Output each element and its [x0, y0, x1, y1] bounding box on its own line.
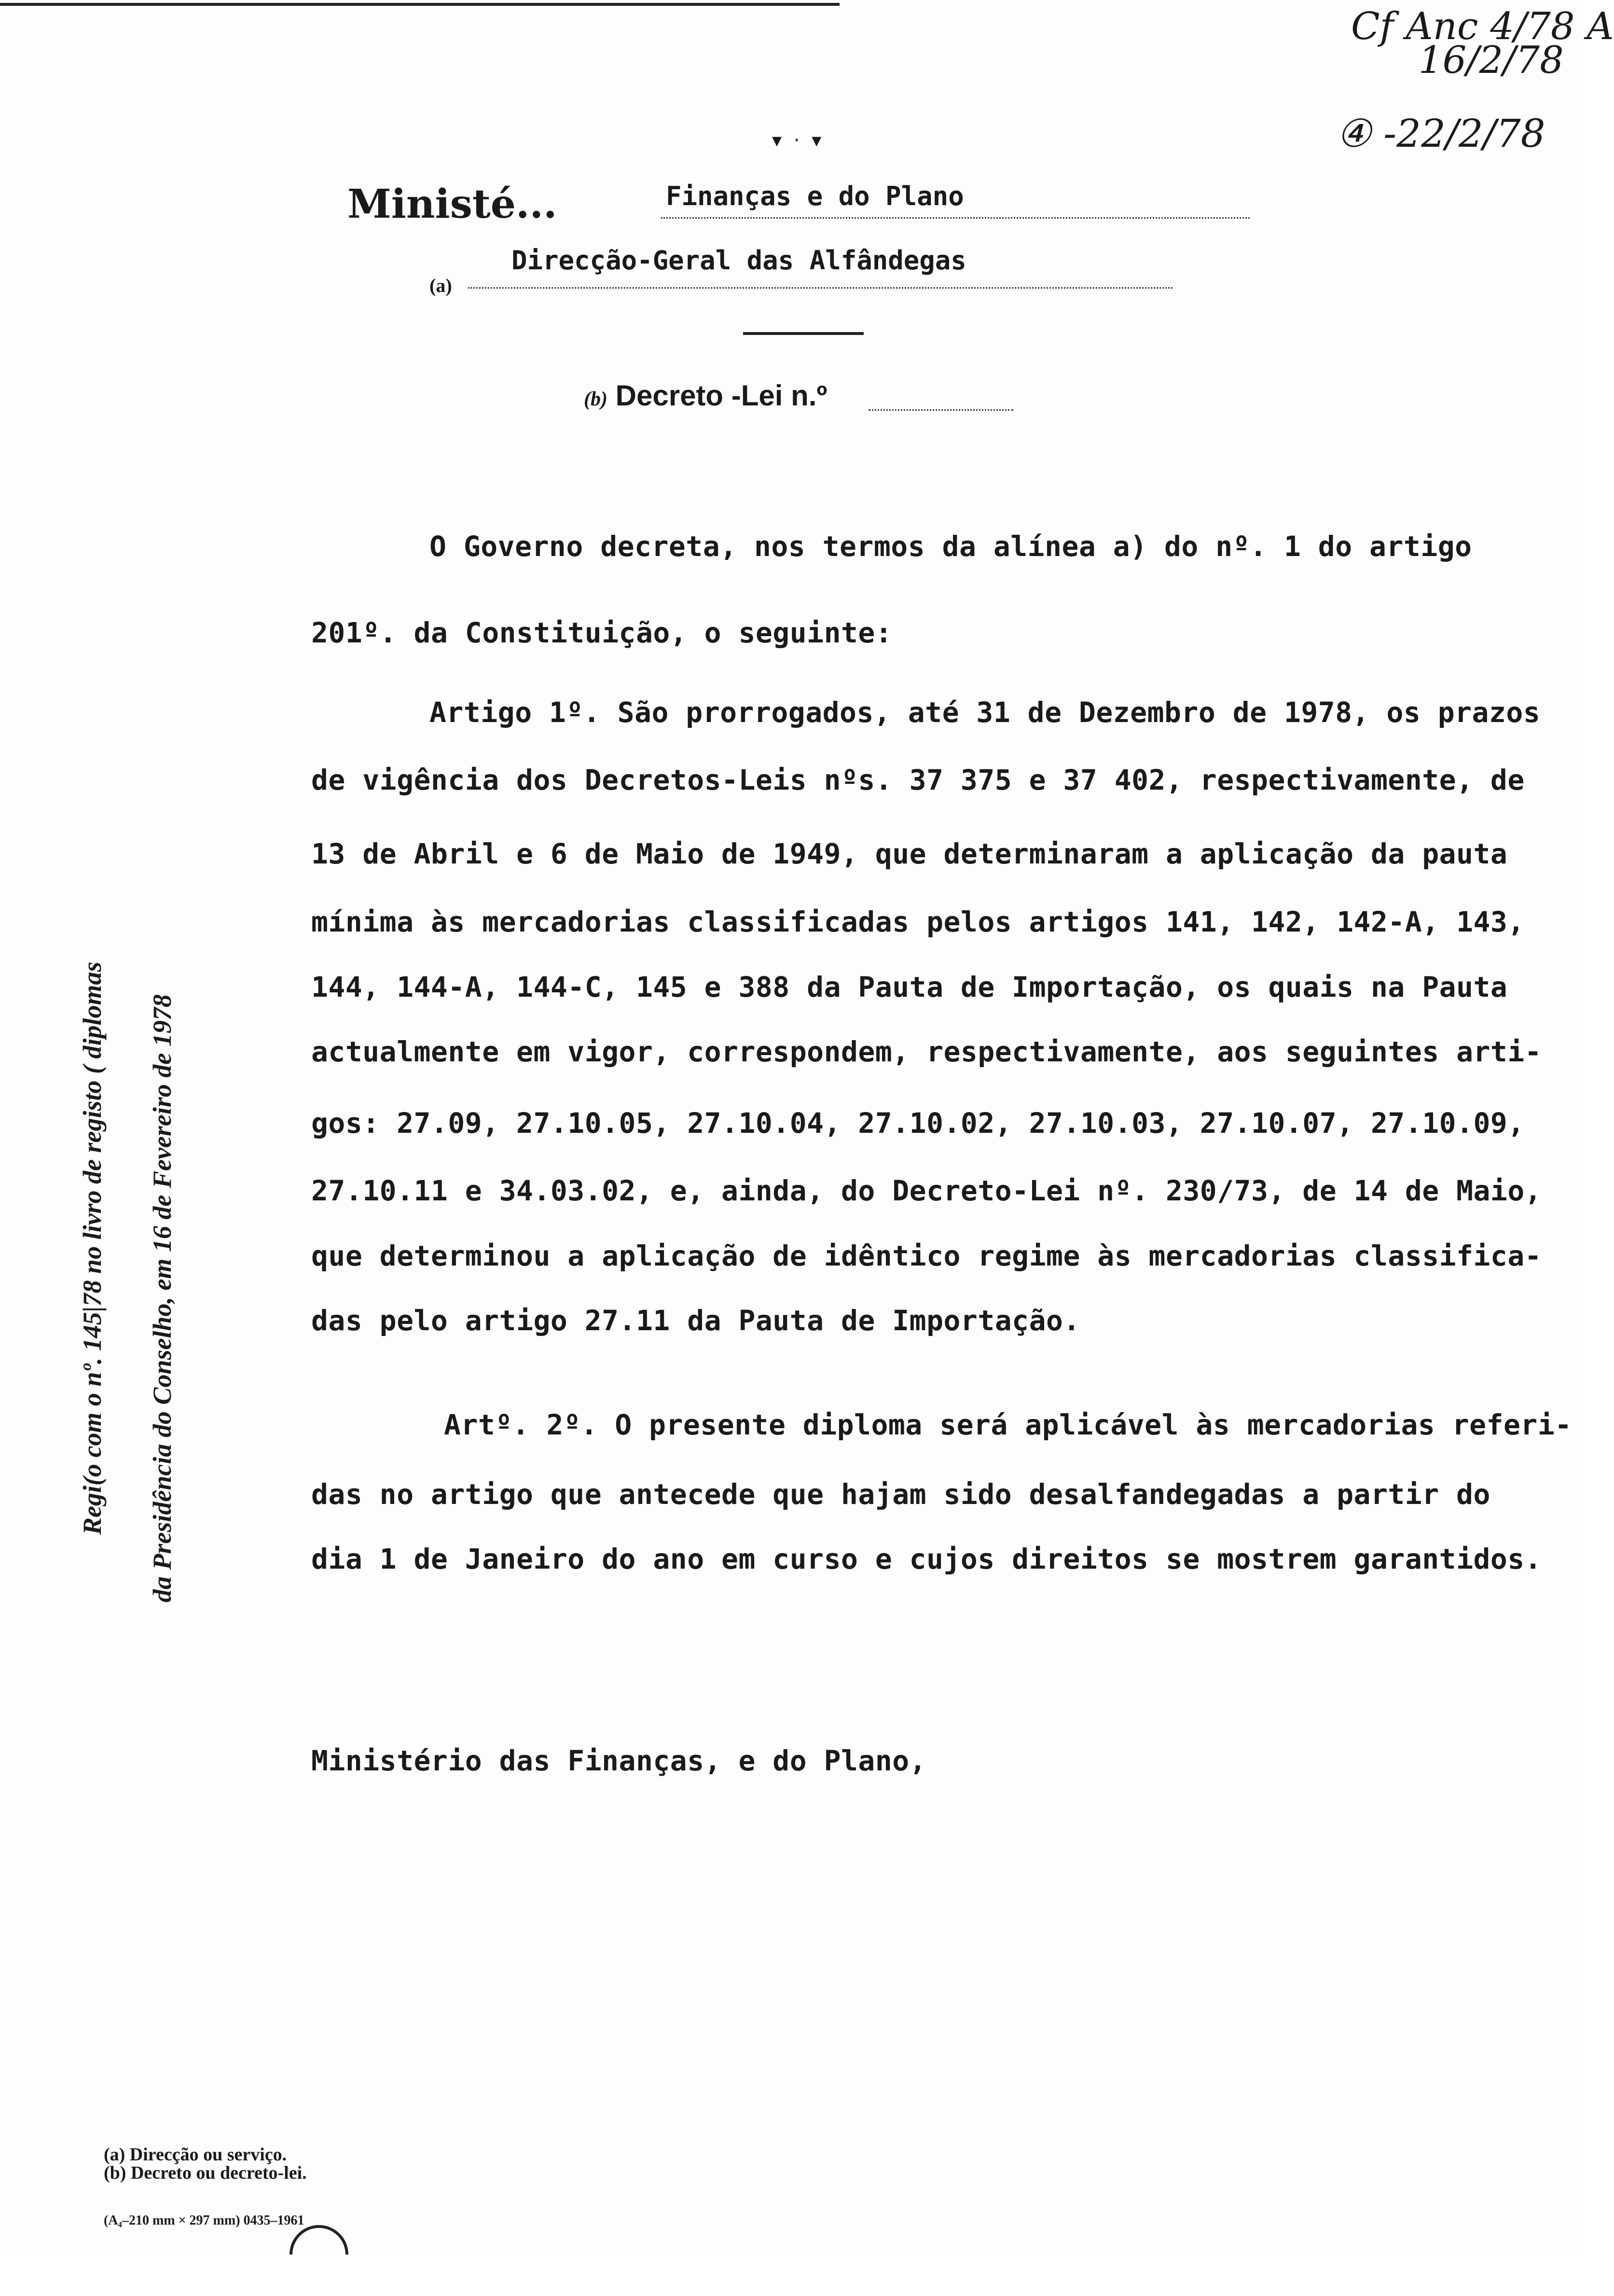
- article1-line: 13 de Abril e 6 de Maio de 1949, que determinaram a aplicação da pauta: [311, 837, 1508, 870]
- signature-line: Ministério das Finanças, e do Plano,: [311, 1744, 927, 1777]
- decree-number-rule: [869, 409, 1013, 411]
- article1-line: 27.10.11 e 34.03.02, e, ainda, do Decreto-Lei nº. 230/73, de 14 de Maio,: [311, 1174, 1542, 1207]
- article1-line: mínima às mercadorias classificadas pelos artigos 141, 142, 142-A, 143,: [311, 905, 1525, 938]
- article2-line: das no artigo que antecede que hajam sido desalfandegadas a partir do: [311, 1478, 1490, 1511]
- small-mark: ▾ · ▾: [772, 129, 825, 152]
- handwritten-reference: Cf Anc 4/78 A: [1351, 5, 1614, 48]
- article1-line: que determinou a aplicação de idêntico regime às mercadorias classifica-: [311, 1239, 1542, 1272]
- article1-line: actualmente em vigor, correspondem, respectivamente, aos seguintes arti-: [311, 1035, 1542, 1068]
- ministry-heading: Ministé...: [347, 181, 557, 227]
- ministry-name: Finanças e do Plano: [666, 181, 964, 211]
- article1-line: gos: 27.09, 27.10.05, 27.10.04, 27.10.02, 27.10.03, 27.10.07, 27.10.09,: [311, 1107, 1525, 1140]
- form-format-code: (A₄–210 mm × 297 mm) 0435–1961: [104, 2213, 304, 2228]
- article1-line: Artigo 1º. São prorrogados, até 31 de Dezembro de 1978, os prazos: [429, 696, 1541, 729]
- handwritten-registration-date: ④ -22/2/78: [1337, 111, 1545, 156]
- intro-line: O Governo decreta, nos termos da alínea a) do nº. 1 do artigo: [429, 530, 1472, 563]
- handwritten-date: 16/2/78: [1419, 39, 1564, 82]
- directorate-dotted-rule: [468, 287, 1173, 289]
- ministry-dotted-rule: [661, 217, 1250, 219]
- margin-registration-line1: Regi(o com o nº. 145|78 no livro de registo ( diplomas: [78, 961, 107, 1535]
- footnote-marker-b: (b): [584, 388, 607, 410]
- top-scan-line: [0, 3, 840, 6]
- decree-type: Decreto -Lei n.º: [615, 379, 828, 412]
- article1-line: 144, 144-A, 144-C, 145 e 388 da Pauta de Importação, os quais na Pauta: [311, 971, 1508, 1003]
- article1-line: das pelo artigo 27.11 da Pauta de Importação.: [311, 1304, 1080, 1337]
- intro-line: 201º. da Constituição, o seguinte:: [311, 616, 893, 649]
- article2-line: Artº. 2º. O presente diploma será aplicável às mercadorias referi-: [444, 1408, 1572, 1441]
- directorate-name: Direcção-Geral das Alfândegas: [511, 245, 966, 276]
- footnote-a: (a) Direcção ou serviço.: [104, 2144, 287, 2165]
- margin-registration-line2: da Presidência do Conselho, em 16 de Fevereiro de 1978: [148, 994, 177, 1602]
- footnote-marker-a: (a): [429, 275, 452, 296]
- article2-line: dia 1 de Janeiro do ano em curso e cujos direitos se mostrem garantidos.: [311, 1543, 1542, 1575]
- decree-label: [584, 379, 827, 412]
- article1-line: de vigência dos Decretos-Leis nºs. 37 375 e 37 402, respectivamente, de: [311, 764, 1525, 796]
- footnote-b: (b) Decreto ou decreto-lei.: [104, 2163, 307, 2183]
- separator-rule: [743, 332, 864, 335]
